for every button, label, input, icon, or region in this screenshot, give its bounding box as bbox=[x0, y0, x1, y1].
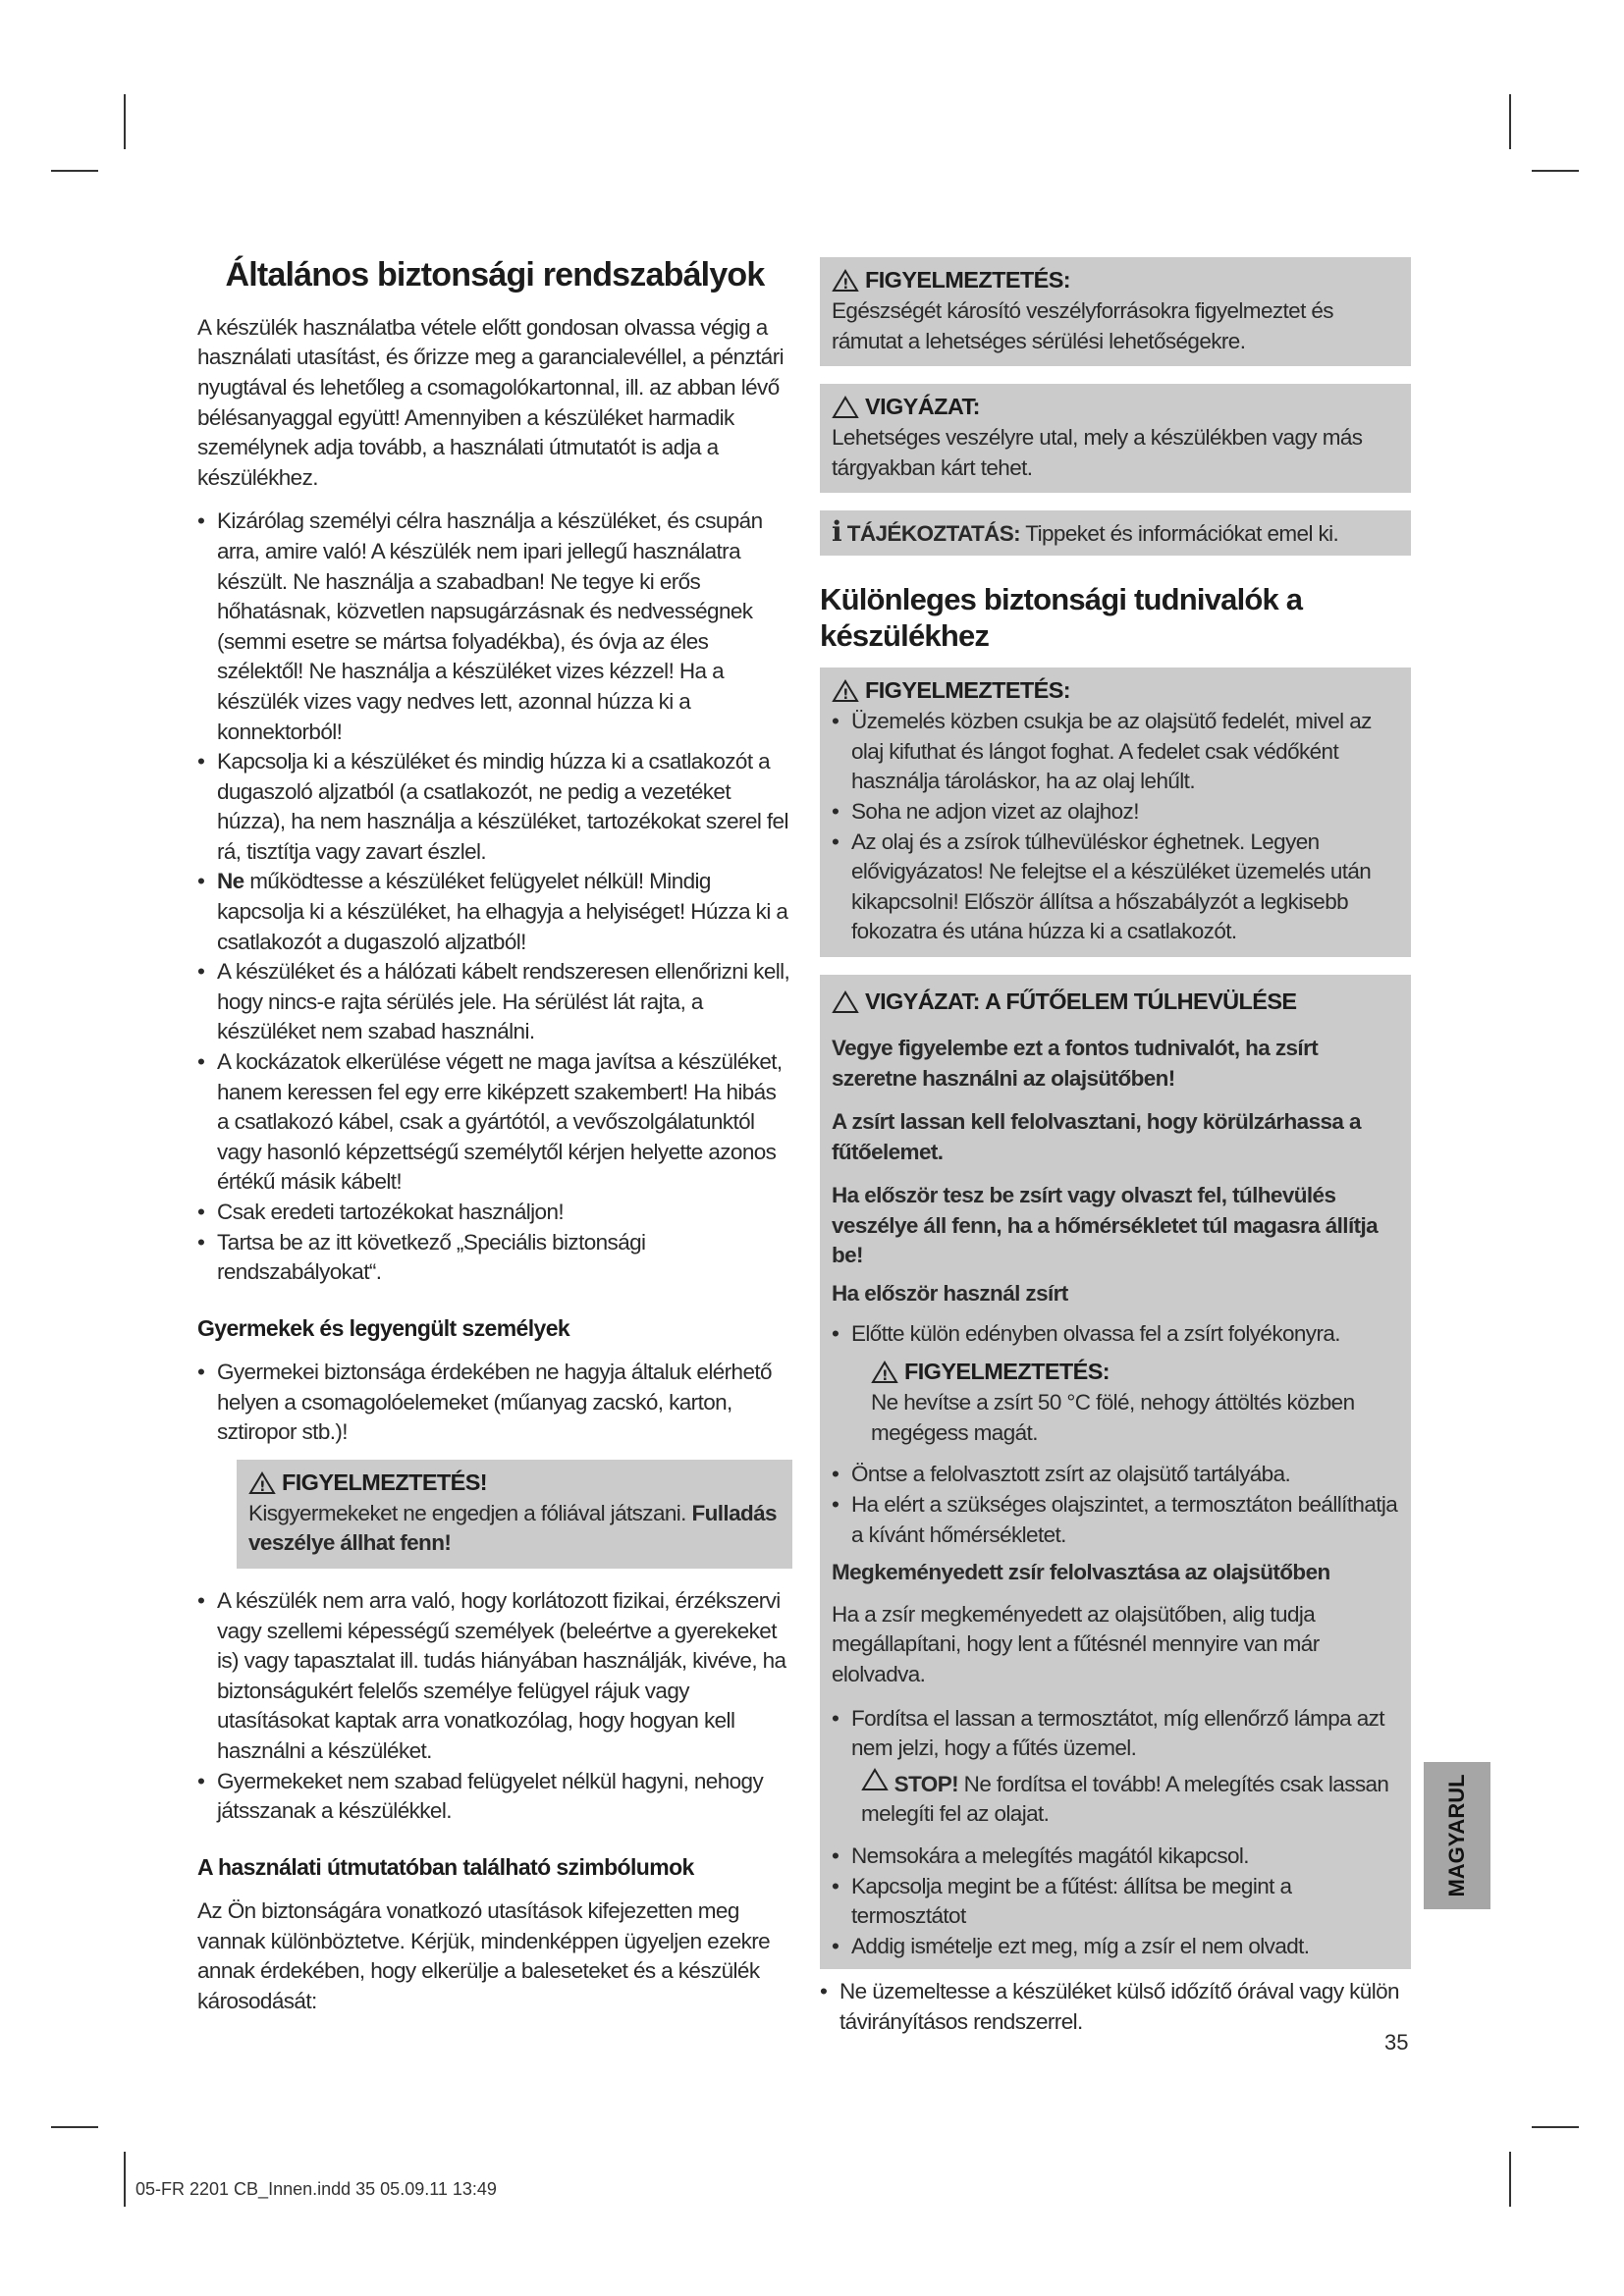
list-item: • Kapcsolja megint be a fűtést: állítsa be megint a termosztátot bbox=[832, 1872, 1399, 1932]
warning-title bbox=[248, 1468, 781, 1499]
caution-triangle-icon bbox=[832, 990, 859, 1014]
hardened-title: Megkeményedett zsír felolvasztása az olajsütőben bbox=[832, 1560, 1330, 1585]
stop-text: Ne fordítsa el tovább! A melegítés csak lassan melegíti fel az olajat. bbox=[861, 1771, 1389, 1827]
info-label: TÁJÉKOZTATÁS: bbox=[846, 521, 1021, 547]
warning-text-bold: Fulladás veszélye állhat fenn! bbox=[248, 1500, 777, 1556]
caution-triangle-icon bbox=[861, 1768, 889, 1791]
legend-warning-text: Egészségét károsító veszélyforrásokra figyelmeztet és rámutat a lehetséges sérülési lehetőségekre. bbox=[832, 297, 1333, 353]
list-item: • Üzemelés közben csukja be az olajsütő fedelét, mivel az olaj kifuthat és lángot foghat. A fedelet csak védőként használja tároláskor, ha az olaj lehűlt. bbox=[832, 707, 1399, 797]
crop-mark bbox=[1532, 170, 1579, 172]
page-number: 35 bbox=[1384, 2030, 1409, 2055]
info-icon: i bbox=[832, 515, 842, 549]
first-time-list bbox=[832, 1319, 1399, 1350]
language-label: MAGYARUL bbox=[1444, 1774, 1469, 1897]
list-item: • A készülék nem arra való, hogy korlátozott fizikai, érzékszervi vagy szellemi képességű személyek (beleértve a gyerekeket is) vagy tapasztalat ill. tudás hiányában használják, kivéve, ha biztonságukért felelős személye felügyel rájuk vagy utasításokat kaptak arra vonatkozólag, hogy hogyan kell használni a készüléket. bbox=[197, 1586, 792, 1767]
inner-warning-title bbox=[871, 1357, 1399, 1388]
crop-mark bbox=[1509, 94, 1511, 149]
legend-warning-title bbox=[832, 265, 1399, 296]
general-safety-list bbox=[197, 507, 792, 1287]
svg-text:!: ! bbox=[842, 687, 848, 704]
crop-mark bbox=[124, 2152, 126, 2207]
crop-mark bbox=[51, 2126, 98, 2128]
left-column bbox=[197, 255, 792, 2030]
crop-mark bbox=[1509, 2152, 1511, 2207]
svg-text:!: ! bbox=[842, 276, 848, 293]
children-title: Gyermekek és legyengült személyek bbox=[197, 1314, 570, 1341]
list-item: • Gyermekei biztonsága érdekében ne hagyja általuk elérhető helyen a csomagolóelemeket (műanyag zacskó, karton, sztiropor stb.)! bbox=[197, 1358, 792, 1448]
list-item: • Ne üzemeltesse a készüléket külső időzítő órával vagy külön távirányításos rendszerrel. bbox=[820, 1977, 1411, 2037]
symbols-title: A használati útmutatóban található szimbólumok bbox=[197, 1853, 694, 1880]
special-warning-label: FIGYELMEZTETÉS: bbox=[865, 677, 1071, 704]
svg-text:!: ! bbox=[259, 1478, 265, 1495]
inner-warning-text: Ne hevítse a zsírt 50 °C fölé, nehogy áttöltés közben megégess magát. bbox=[871, 1390, 1355, 1445]
symbols-paragraph: Az Ön biztonságára vonatkozó utasítások kifejezetten meg vannak különböztetve. Kérjük, mindenképpen ügyeljen ezekre annak érdekében, hogy elkerülje a baleseteket és a készülék károsodását: bbox=[197, 1898, 771, 2013]
list-item: • Soha ne adjon vizet az olajhoz! bbox=[832, 797, 1399, 828]
crop-mark bbox=[124, 94, 126, 149]
list-item: • A kockázatok elkerülése végett ne maga javítsa a készüléket, hanem keressen fel egy erre kiképzett szakembert! Ha hibás a csatlakozó kábel, csak a gyártótól, a vevőszolgálatunktól vagy hasonló képzettségű személytől kérjen helyette azonos értékű másik kábelt! bbox=[197, 1047, 792, 1198]
warning-text bbox=[248, 1499, 781, 1559]
warning-triangle-icon bbox=[871, 1361, 898, 1384]
stop-label: STOP! bbox=[893, 1771, 959, 1796]
legend-info-box bbox=[820, 510, 1411, 556]
special-safety-title: Különleges biztonsági tudnivalók a készülékhez bbox=[820, 581, 1303, 654]
legend-warning-label: FIGYELMEZTETÉS: bbox=[865, 267, 1071, 293]
special-warning-title bbox=[832, 675, 1399, 707]
list-item: • Az olaj és a zsírok túlhevüléskor éghetnek. Legyen elővigyázatos! Ne felejtse el a készüléket üzemelés után kikapcsolni! Először állítsa a hőszabályzót a legkisebb fokozatra és utána húzza ki a csatlakozót. bbox=[832, 828, 1399, 947]
list-item: • Ha elért a szükséges olajszintet, a termosztáton beállíthatja a kívánt hőmérsékletet. bbox=[832, 1490, 1399, 1550]
caution-triangle-icon bbox=[832, 396, 859, 419]
ne-bold: Ne bbox=[217, 869, 244, 894]
first-time-list-2 bbox=[832, 1460, 1399, 1550]
intro-paragraph: A készülék használatba vétele előtt gondosan olvassa végig a használati utasítást, és őrizze meg a garancialevéllel, a pénztári nyugtával és lehetőleg a csomagolókartonnal, ill. az abban lévő bélésanyaggal együtt! Amennyiben a készüléket harmadik személynek adja tovább, a használati útmutatót is adja a készülékhez. bbox=[197, 314, 784, 490]
list-item: • Kapcsolja ki a készüléket és mindig húzza ki a csatlakozót a dugaszoló aljzatból (a csatlakozót, ne pedig a vezetéket húzza), ha nem használja a készüléket, tartozékokat szerel fel rá, tisztítja vagy zavart észlel. bbox=[197, 747, 792, 867]
warning-triangle-icon bbox=[832, 269, 859, 293]
overheat-title bbox=[832, 987, 1399, 1018]
warning-text-regular: Kisgyermekeket ne engedjen a fóliával játszani. bbox=[248, 1500, 692, 1525]
list-item: • Gyermekeket nem szabad felügyelet nélkül hagyni, nehogy játsszanak a készülékkel. bbox=[197, 1767, 792, 1827]
list-item bbox=[197, 867, 792, 957]
overheat-box bbox=[820, 975, 1411, 1969]
print-footer: 05-FR 2201 CB_Innen.indd 35 05.09.11 13:49 bbox=[135, 2179, 497, 2199]
legend-caution-label: VIGYÁZAT: bbox=[865, 394, 980, 420]
legend-caution-title bbox=[832, 392, 1399, 423]
overheat-para: Ha először tesz be zsírt vagy olvaszt fel, túlhevülés veszélye áll fenn, ha a hőmérsékletet túl magasra állítja be! bbox=[832, 1183, 1379, 1268]
svg-text:!: ! bbox=[882, 1368, 888, 1385]
list-item: • Kizárólag személyi célra használja a készüléket, és csupán arra, amire való! A készülék nem ipari jellegű használatra készült. Ne használja a szabadban! Ne tegye ki erős hőhatásnak, közvetlen napsugárzásnak és nedvességnek (semmi esetre se mártsa folyadékba), és óvja az éles szélektől! Ne használja a készüléket vizes kézzel! Ha a készülék vizes vagy nedves lett, azonnal húzza ki a konnektorból! bbox=[197, 507, 792, 747]
first-time-title: Ha először használ zsírt bbox=[832, 1281, 1068, 1307]
info-text: Tippeket és információkat emel ki. bbox=[1020, 521, 1339, 547]
inner-warning-label: FIGYELMEZTETÉS: bbox=[904, 1359, 1110, 1385]
warning-label: FIGYELMEZTETÉS! bbox=[282, 1468, 488, 1495]
list-item: • Tartsa be az itt következő „Speciális biztonsági rendszabályokat“. bbox=[197, 1228, 792, 1288]
warning-triangle-icon bbox=[248, 1471, 276, 1495]
special-warning-list bbox=[832, 707, 1399, 947]
crop-mark bbox=[51, 170, 98, 172]
overheat-para: Vegye figyelembe ezt a fontos tudnivalót, ha zsírt szeretne használni az olajsütőben! bbox=[832, 1035, 1319, 1091]
legend-caution-text: Lehetséges veszélyre utal, mely a készülékben vagy más tárgyakban kárt tehet. bbox=[832, 425, 1363, 480]
list-item: • Addig ismételje ezt meg, míg a zsír el nem olvadt. bbox=[832, 1932, 1399, 1962]
list-item: • Nemsokára a melegítés magától kikapcsol. bbox=[832, 1842, 1399, 1872]
warning-triangle-icon bbox=[832, 679, 859, 703]
list-item: • Öntse a felolvasztott zsírt az olajsütő tartályába. bbox=[832, 1460, 1399, 1490]
children-list-2 bbox=[197, 1586, 792, 1827]
children-warning-box bbox=[237, 1460, 792, 1569]
legend-caution-box bbox=[820, 384, 1411, 493]
hardened-paragraph: Ha a zsír megkeményedett az olajsütőben, alig tudja megállapítani, hogy lent a fűtésnél mennyire van már elolvadva. bbox=[832, 1601, 1320, 1686]
legend-warning-box bbox=[820, 257, 1411, 366]
overheat-label: VIGYÁZAT: A FŰTŐELEM TÚLHEVÜLÉSE bbox=[865, 988, 1297, 1014]
special-warning-box bbox=[820, 667, 1411, 957]
stop-note bbox=[861, 1768, 1399, 1830]
overheat-para: A zsírt lassan kell felolvasztani, hogy körülzárhassa a fűtőelemet. bbox=[832, 1109, 1361, 1164]
general-safety-title: Általános biztonsági rendszabályok bbox=[225, 256, 765, 294]
hardened-list-2 bbox=[832, 1842, 1399, 1961]
list-item: • Fordítsa el lassan a termosztátot, míg ellenőrző lámpa azt nem jelzi, hogy a fűtés üzemel. bbox=[832, 1704, 1399, 1764]
final-list bbox=[820, 1977, 1411, 2037]
hardened-list bbox=[832, 1704, 1399, 1764]
ne-rest: működtesse a készüléket felügyelet nélkül! Mindig kapcsolja ki a készüléket, ha elhagyja a helyiséget! Húzza ki a csatlakozót a dugaszoló aljzatból! bbox=[217, 869, 788, 954]
inner-warning bbox=[871, 1357, 1399, 1448]
list-item: • A készüléket és a hálózati kábelt rendszeresen ellenőrizni kell, hogy nincs-e rajta sérülés jele. Ha sérülést lát rajta, a készüléket nem szabad használni. bbox=[197, 957, 792, 1047]
list-item: • Előtte külön edényben olvassa fel a zsírt folyékonyra. bbox=[832, 1319, 1399, 1350]
language-tab bbox=[1424, 1762, 1490, 1909]
right-column bbox=[820, 257, 1411, 2047]
crop-mark bbox=[1532, 2126, 1579, 2128]
list-item: • Csak eredeti tartozékokat használjon! bbox=[197, 1198, 792, 1228]
children-list bbox=[197, 1358, 792, 1448]
